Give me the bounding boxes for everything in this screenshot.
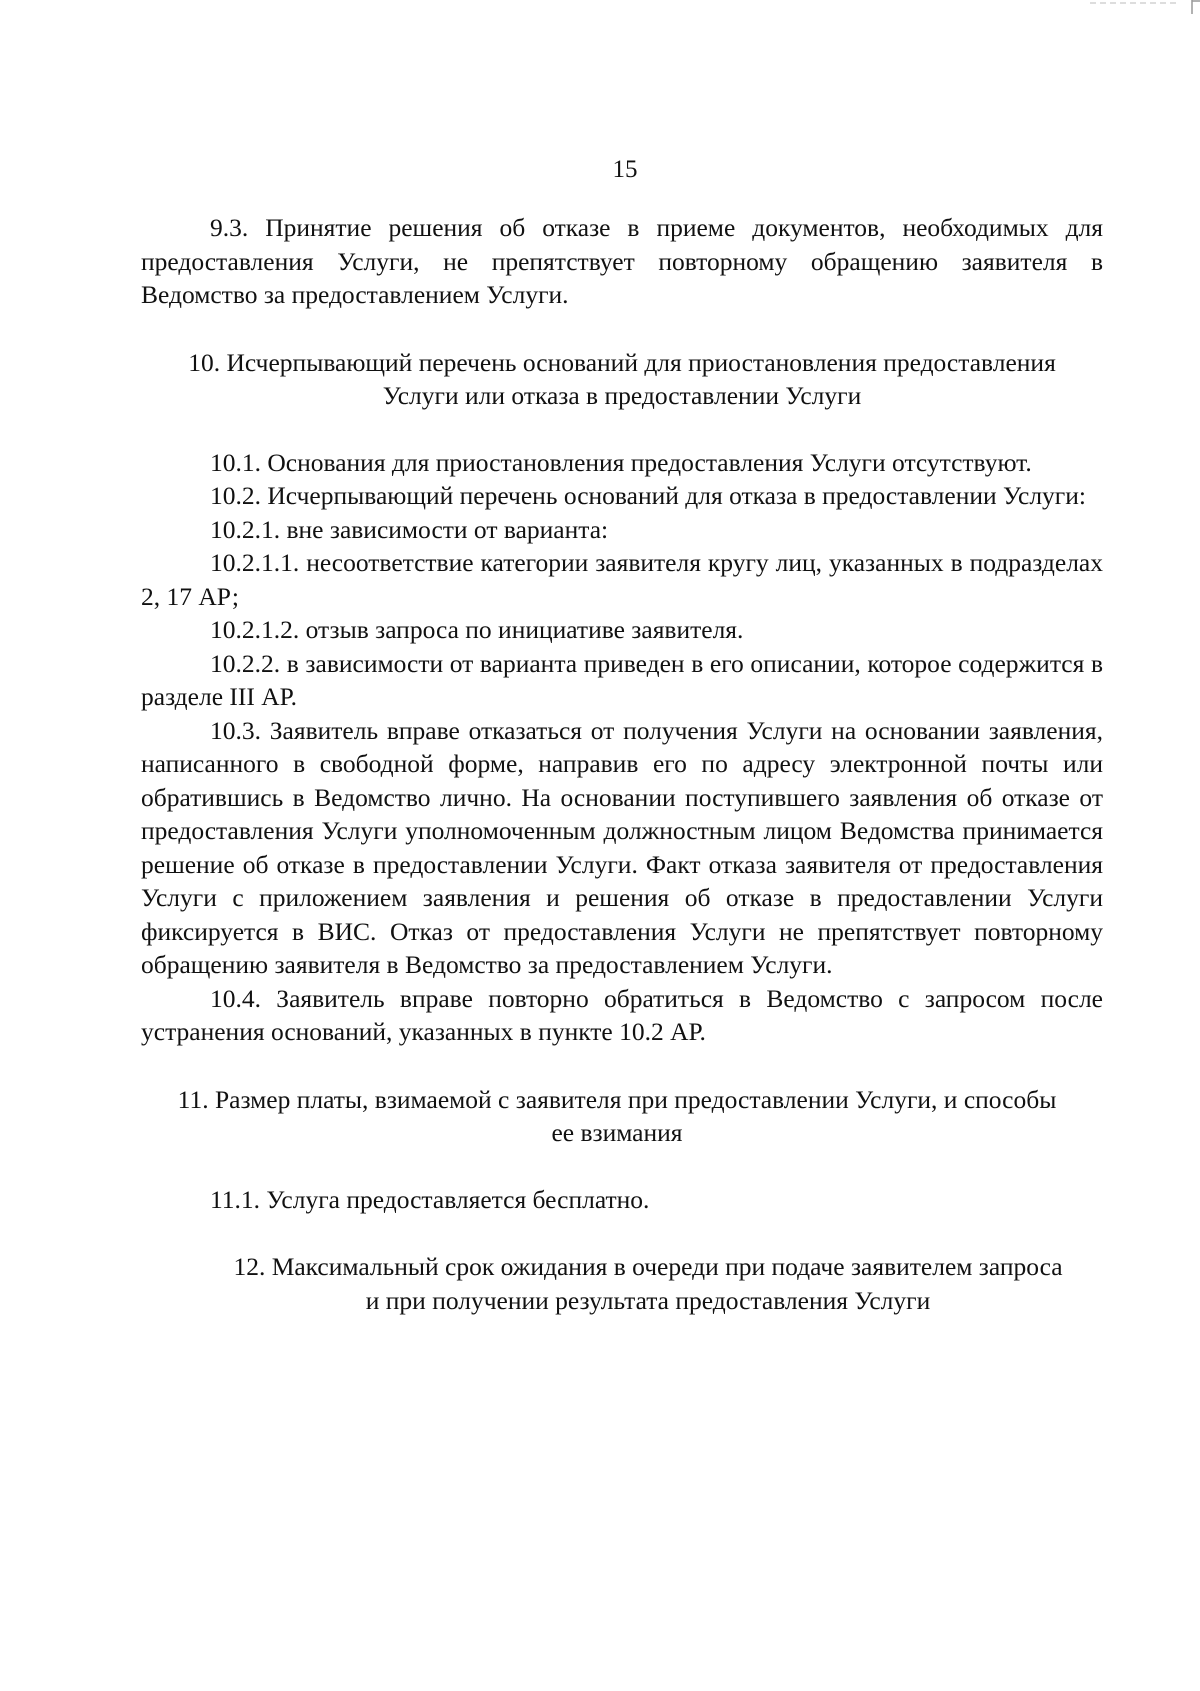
heading-section-11-line2: ее взимания	[551, 1118, 683, 1147]
paragraph-10-4: 10.4. Заявитель вправе повторно обратиться в Ведомство с запросом после устранения оснований, указанных в пункте 10.2 АР.	[141, 983, 1103, 1046]
paragraph-9-3: 9.3. Принятие решения об отказе в приеме документов, необходимых для предоставления Услуги, не препятствует повторному обращению заявителя в Ведомство за предоставлением Услуги.	[141, 213, 1103, 309]
paragraph-10-1: 10.1. Основания для приостановления предоставления Услуги отсутствуют.	[210, 447, 1032, 477]
heading-section-10-line1: 10. Исчерпывающий перечень оснований для приостановления предоставления	[188, 347, 1056, 377]
paragraph-10-2-1-2: 10.2.1.2. отзыв запроса по инициативе заявителя.	[210, 615, 744, 644]
paragraph-10-2-1: 10.2.1. вне зависимости от варианта:	[210, 514, 609, 544]
heading-section-11	[121, 1083, 1113, 1150]
heading-section-12-line1: 12. Максимальный срок ожидания в очереди при подаче заявителем запроса	[233, 1252, 1063, 1281]
document-body	[141, 211, 1103, 1317]
heading-section-11-line1: 11. Размер платы, взимаемой с заявителя при предоставлении Услуги, и способы	[177, 1084, 1057, 1114]
paragraph-11-1: 11.1. Услуга предоставляется бесплатно.	[210, 1184, 650, 1214]
paragraph-10-2-2: 10.2.2. в зависимости от варианта приведен в его описании, которое содержится в разделе III АР.	[141, 648, 1103, 711]
paragraph-10-2-1-1: 10.2.1.1. несоответствие категории заявителя кругу лиц, указанных в подразделах 2, 17 АР;	[141, 548, 1103, 611]
page-number: 15	[612, 156, 638, 183]
scan-edge-mark	[1080, 0, 1200, 14]
heading-section-12-line2: и при получении результата предоставления Услуги	[365, 1285, 931, 1315]
paragraph-10-3: 10.3. Заявитель вправе отказаться от получения Услуги на основании заявления, написанного в свободной форме, направив его по адресу электронной почты или обратившись в Ведомство лично. На основании поступившего заявления об отказе от предоставления Услуги уполномоченным должностным лицом Ведомства принимается решение об отказе в предоставлении Услуги. Факт отказа заявителя от предоставления Услуги с приложением заявления и решения об отказе в предоставлении Услуги фиксируется в ВИС. Отказ от предоставления Услуги не препятствует повторному обращению заявителя в Ведомство за предоставлением Услуги.	[141, 715, 1103, 979]
paragraph-10-2: 10.2. Исчерпывающий перечень оснований для отказа в предоставлении Услуги:	[210, 481, 1087, 510]
heading-section-10	[133, 346, 1111, 413]
heading-section-10-line2: Услуги или отказа в предоставлении Услуги	[382, 381, 862, 410]
heading-section-12	[193, 1250, 1103, 1317]
